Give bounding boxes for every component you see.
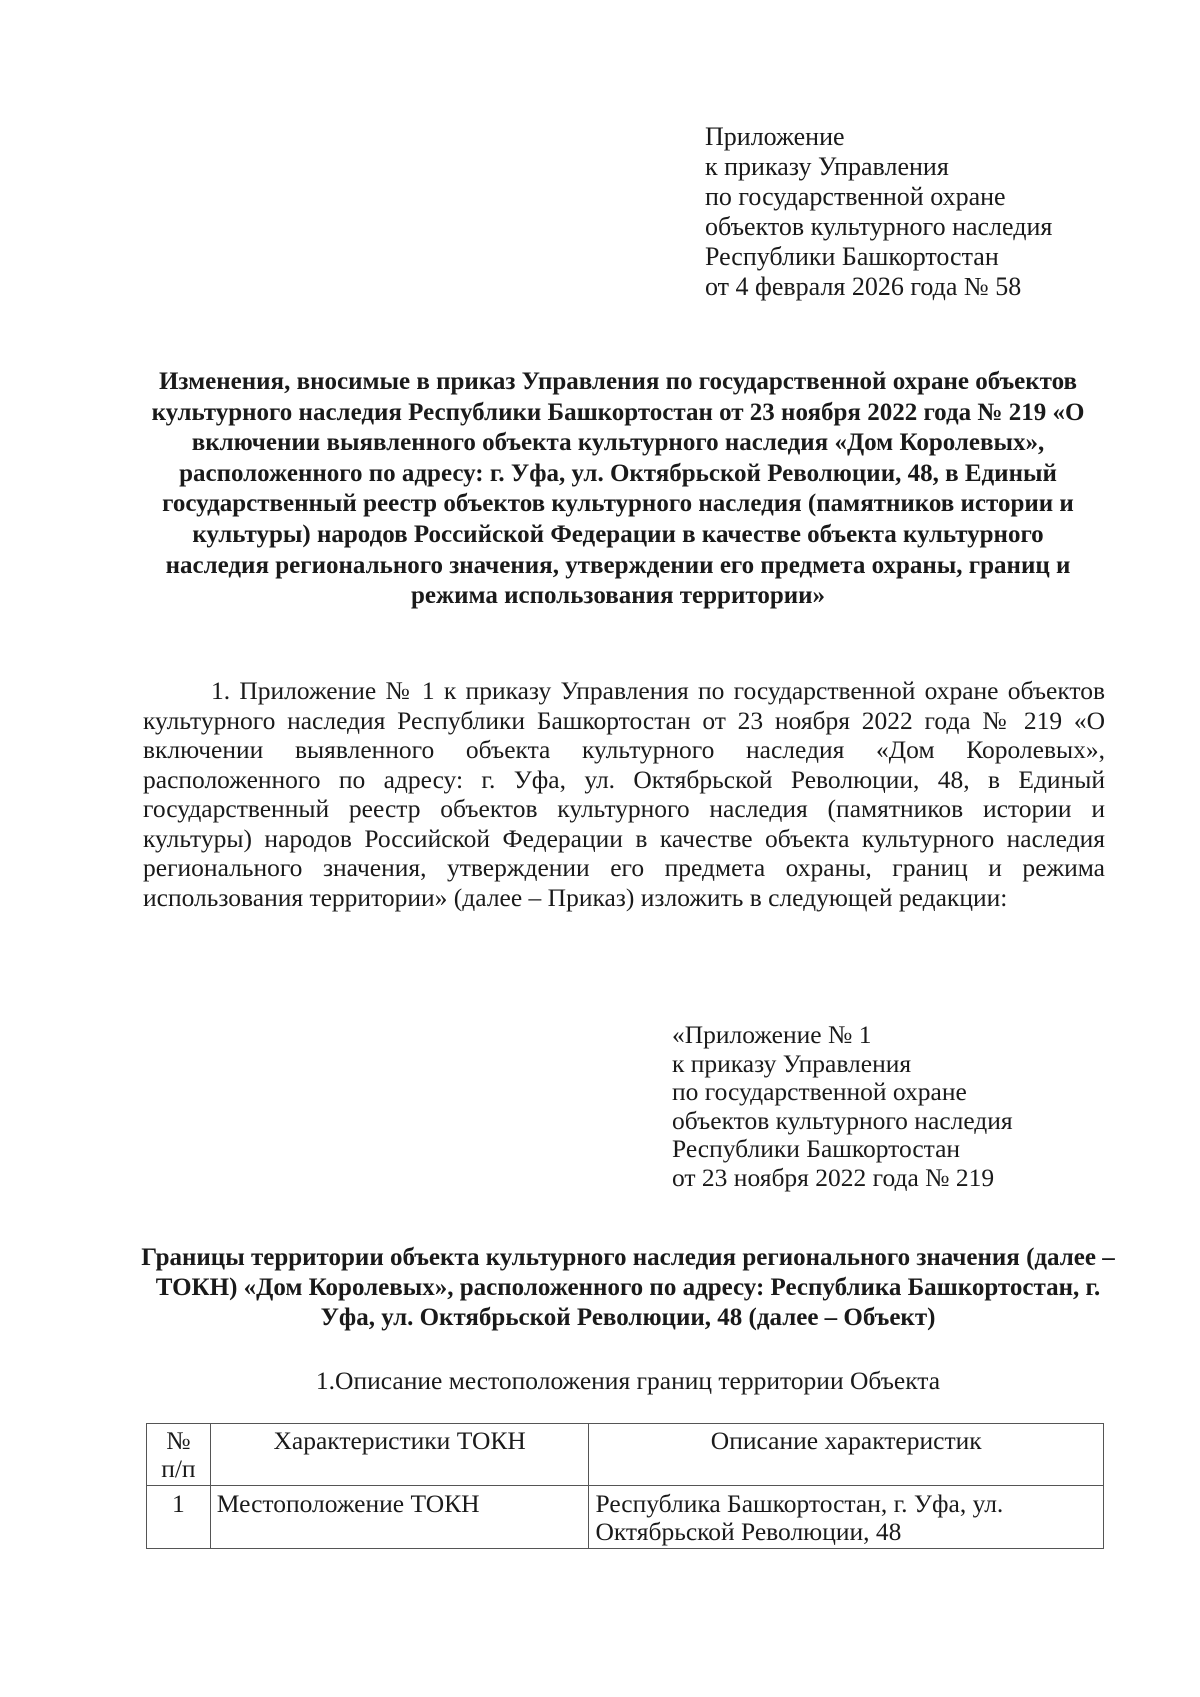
header-description: Описание характеристик [589, 1424, 1104, 1486]
sub-appendix-line: по государственной охране [672, 1077, 967, 1107]
changes-title: Изменения, вносимые в приказ Управления по государственной охране объектов культурного наследия Республики Башкортостан от 23 ноября 2022 года № 219 «О включении выявленного объекта культурного наследия «Дом Королевых», расположенного по адресу: г. Уфа, ул. Октябрьской Революции, 48, в Единый государственный реестр объектов культурного наследия (памятников истории и культуры) народов Российской Федерации в качестве объекта культурного наследия регионального значения, утверждении его предмета охраны, границ и режима использования территории» [151, 368, 1085, 610]
sub-appendix-line: объектов культурного наследия [672, 1105, 1013, 1135]
cell-number: 1 [147, 1486, 211, 1549]
boundaries-table [146, 1423, 1104, 1549]
header-number: № п/п [147, 1424, 211, 1486]
sub-appendix-line: Республики Башкортостан [672, 1134, 961, 1164]
section-heading: 1.Описание местоположения границ территории Объекта [315, 1366, 941, 1395]
header-characteristics: Характеристики ТОКН [210, 1424, 589, 1486]
appendix-header [705, 122, 1052, 302]
cell-characteristic: Местоположение ТОКН [210, 1486, 589, 1549]
paragraph-1: 1. Приложение № 1 к приказу Управления по государственной охране объектов культурного наследия Республики Башкортостан от 23 ноября 2022 года № 219 «О включении выявленного объекта культурного наследия «Дом Королевых», расположенного по адресу: г. Уфа, ул. Октябрьской Революции, 48, в Единый государственный реестр объектов культурного наследия (памятников истории и культуры) народов Российской Федерации в качестве объекта культурного наследия регионального значения, утверждении его предмета охраны, границ и режима использования территории» (далее – Приказ) изложить в следующей редакции: [143, 676, 1105, 912]
appendix-header-line: от 4 февраля 2026 года № 58 [705, 272, 1022, 301]
sub-appendix-header [672, 1021, 1013, 1193]
sub-appendix-line: от 23 ноября 2022 года № 219 [672, 1162, 995, 1192]
cell-description: Республика Башкортостан, г. Уфа, ул. Октябрьской Революции, 48 [589, 1486, 1104, 1549]
table-header-row [147, 1424, 1104, 1486]
table-row [147, 1486, 1104, 1549]
appendix-header-line: Приложение [705, 122, 845, 151]
sub-appendix-line: к приказу Управления [672, 1048, 912, 1078]
appendix-header-line: объектов культурного наследия [705, 212, 1053, 241]
appendix-header-line: Республики Башкортостан [705, 242, 999, 271]
appendix-header-line: к приказу Управления [705, 152, 949, 181]
boundaries-title: Границы территории объекта культурного наследия регионального значения (далее – ТОКН) «Дом Королевых», расположенного по адресу: Республика Башкортостан, г. Уфа, ул. Октябрьской Революции, 48 (далее – Объект) [141, 1244, 1115, 1331]
appendix-header-line: по государственной охране [705, 182, 1006, 211]
sub-appendix-line: «Приложение № 1 [672, 1020, 872, 1049]
